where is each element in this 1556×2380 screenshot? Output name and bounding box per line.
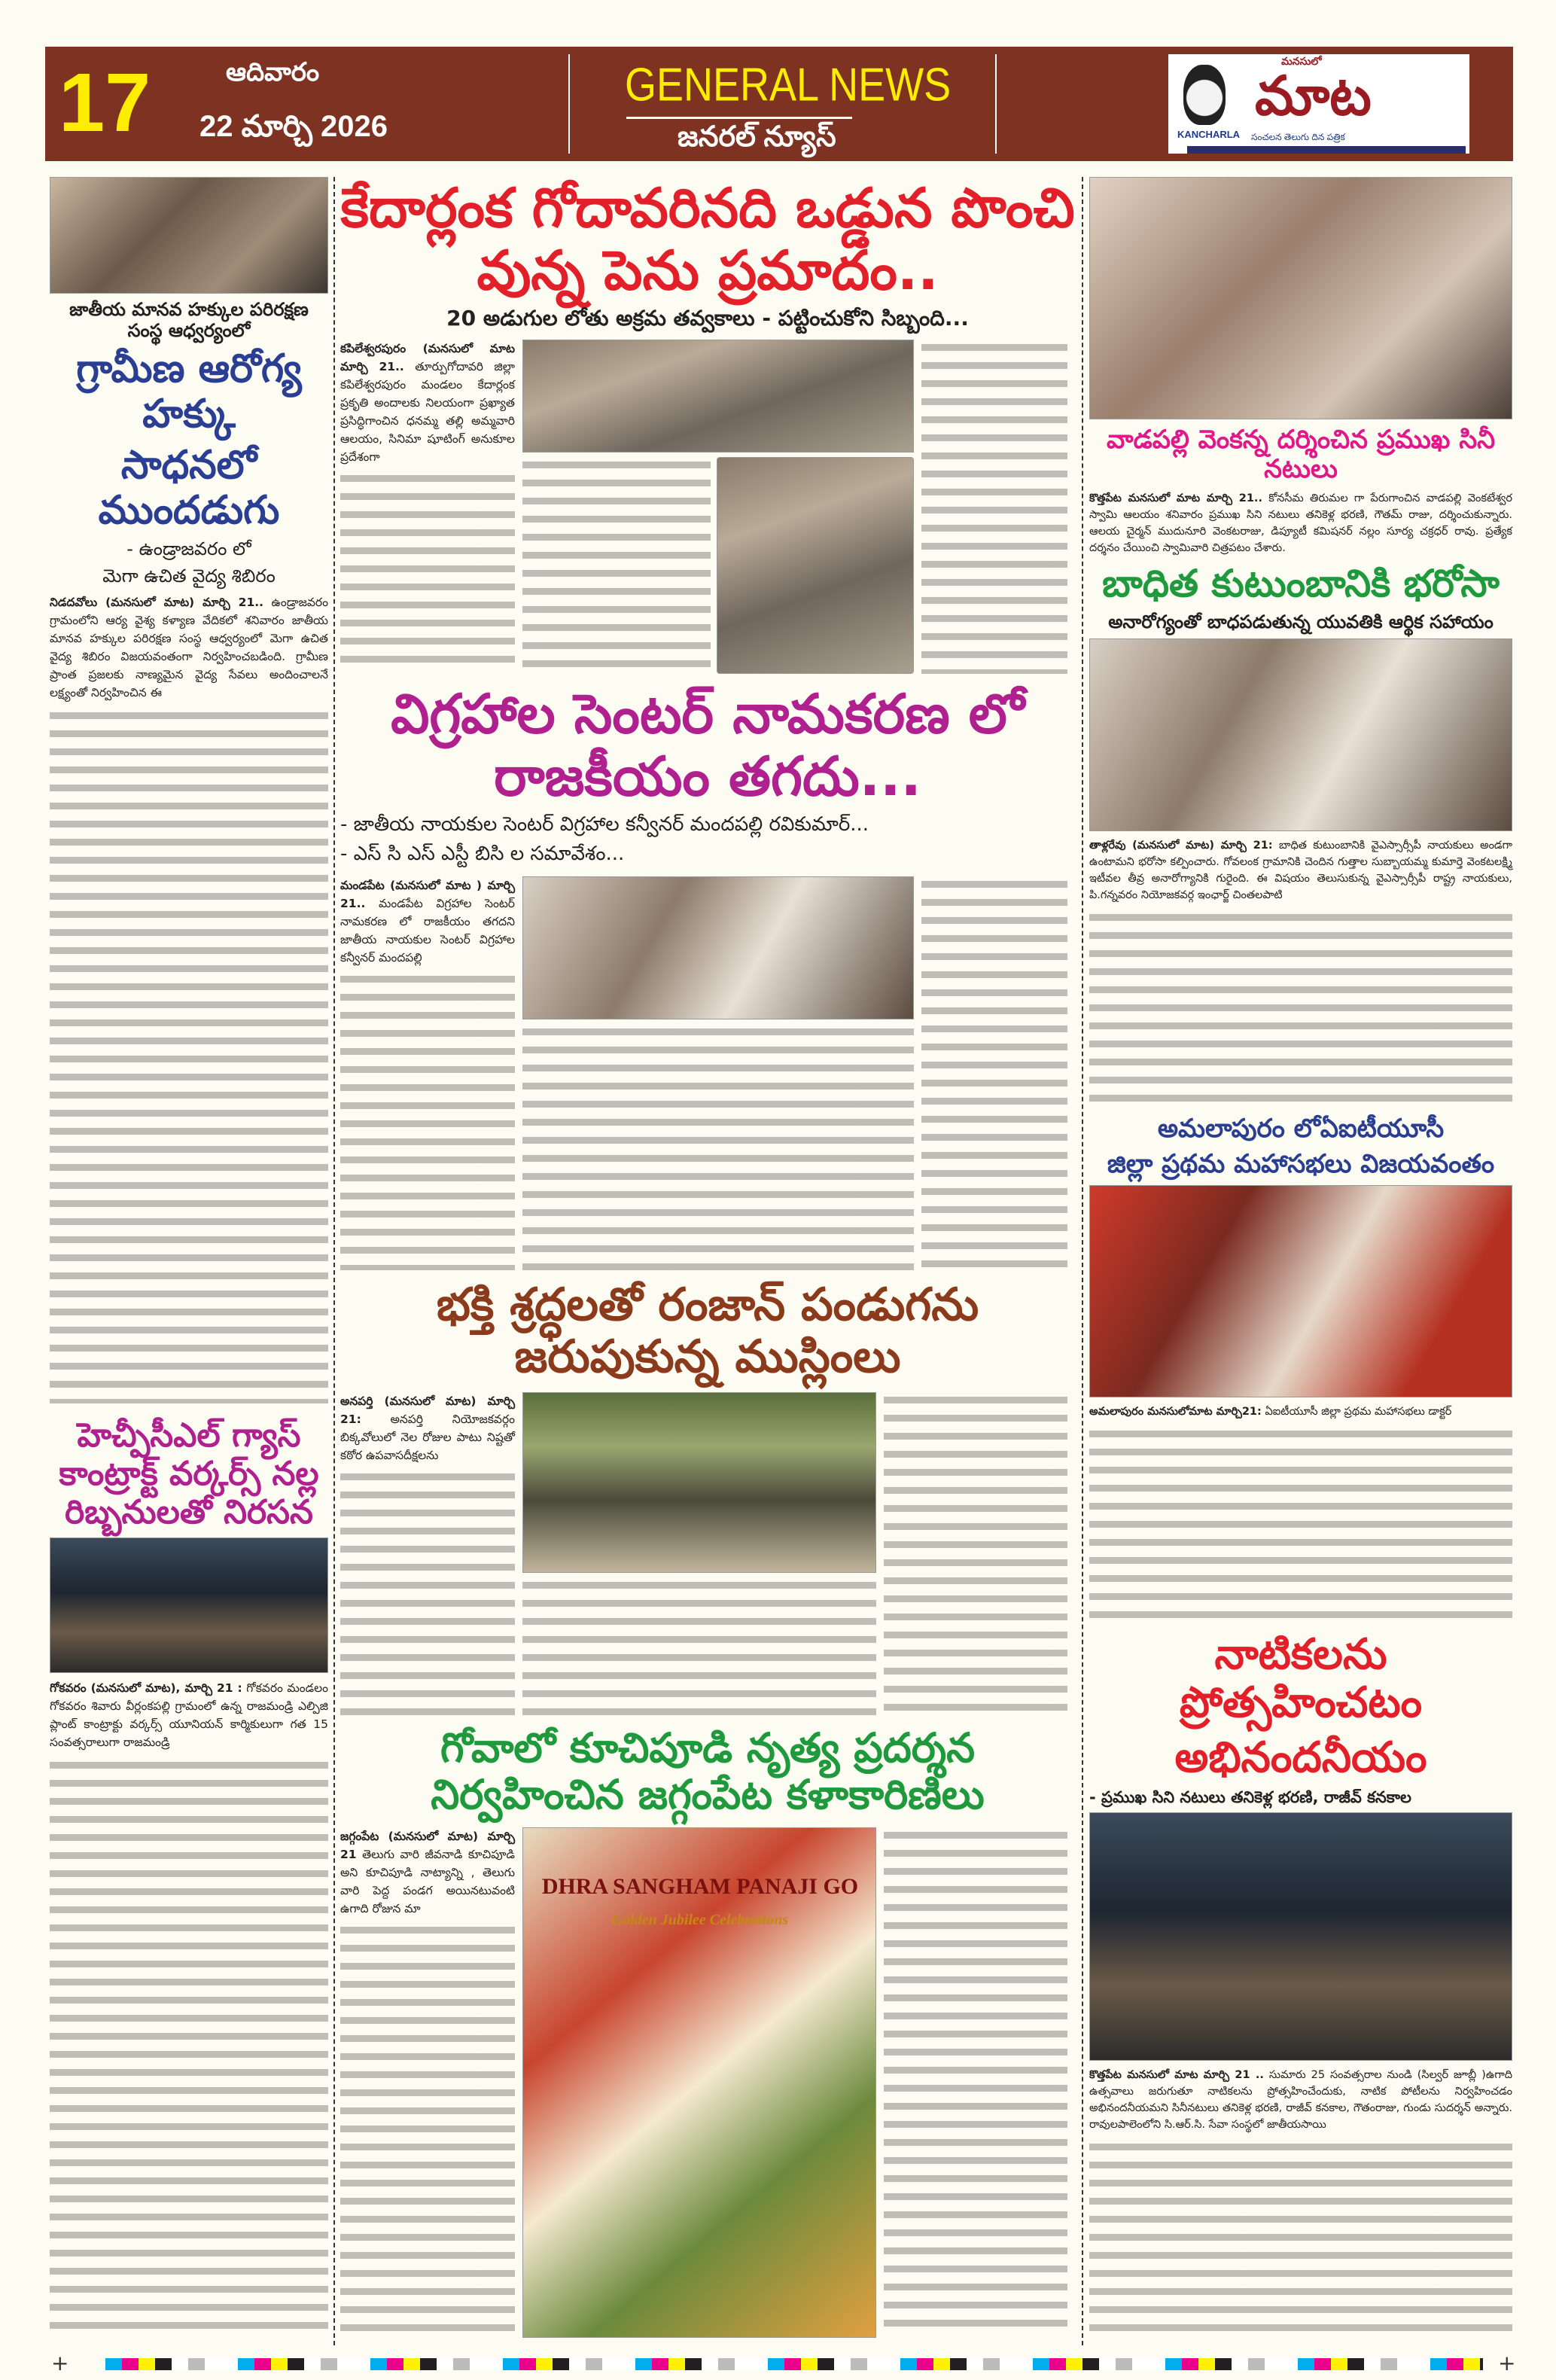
photo-ramzan-prayer	[522, 1392, 876, 1573]
dateline: అనపర్తి (మనసులో మాట) మార్చి 21:	[340, 1394, 515, 1426]
headline: జిల్లా ప్రథమ మహాసభలు విజయవంతం	[1107, 1149, 1495, 1180]
left-column	[50, 177, 328, 2338]
story-statue-center	[340, 683, 1075, 1270]
article-body	[340, 1827, 515, 1918]
article-text-continued	[884, 1827, 1067, 2338]
article-text-continued	[340, 1922, 515, 2338]
subheadline: - ఉండ్రాజవరం లో	[126, 538, 251, 560]
lead-text: తెలుగు వారి జీవనాడి కూచిపూడి అని కూచిపూడి నాట్యాన్ని , తెలుగు వారి పెద్ద పండగ అయినటువంటి ఉగాది రోజున మా	[340, 1848, 515, 1916]
photo-medical-camp	[50, 177, 328, 294]
article-body	[50, 1679, 328, 1751]
logo-title: మాట	[1255, 66, 1372, 126]
headline: కేదార్లంక గోదావరినది ఒడ్డున పొంచి వున్న పెను ప్రమాదం..	[340, 176, 1075, 302]
dateline: మండపేట (మనసులో మాట ) మార్చి 21..	[340, 879, 515, 911]
article-body	[1089, 2067, 1512, 2133]
dateline: అమలాపురం మనసులోమాట మార్చి21:	[1089, 1406, 1262, 1419]
color-calibration-bar	[105, 2358, 1483, 2370]
photo-kuchipudi-dance	[522, 1827, 876, 2338]
article-text-continued	[340, 471, 515, 674]
article-text-continued	[522, 1024, 914, 1270]
article-text-continued	[50, 708, 328, 1404]
photo-excavation	[717, 457, 914, 674]
article-text-continued	[522, 1577, 876, 1716]
dateline: తాళ్లరేవు (మనసులో మాట) మార్చి 21:	[1089, 840, 1273, 852]
lead-text: తూర్పుగోదావరి జిల్లా కపిలేశ్వరపురం మండలం కేదార్లంక ప్రకృతి అందాలకు నిలయంగా ప్రఖ్యాత ప్రసిద్ధిగాంచిన ధనమ్మ తల్లి అమ్మవారి ఆలయం, సినిమా షూటింగ్ అనుకూల ప్రదేశంగా	[340, 359, 515, 464]
dateline: నిడదవోలు (మనసులో మాట) మార్చి 21..	[50, 595, 264, 609]
lead-text: ఉండ్రాజవరం గ్రామంలోని ఆర్య వైశ్య కళ్యాణ వేదికలో శనివారం జాతీయ మానవ హక్కుల పరిరక్షణ సంస్థ ఆధ్వర్యంలో మెగా ఉచిత వైద్య శిబిరం విజయవంతంగా నిర్వహించబడింది. గ్రామీణ ప్రాంత ప్రజలకు నాణ్యమైన వైద్య సేవలు అందించాలనే లక్ష్యంతో నిర్వహించిన ఈ	[50, 595, 328, 699]
divider	[995, 54, 997, 154]
divider	[626, 117, 852, 119]
headline: వాడపల్లి వెంకన్న దర్శించిన ప్రముఖ సినీ నటులు	[1106, 425, 1496, 485]
dateline: గోకవరం (మనసులో మాట), మార్చి 21 :	[50, 1681, 242, 1696]
section-title-te: జనరల్ న్యూస్	[678, 121, 836, 153]
article-text-continued	[884, 1392, 1067, 1716]
registration-mark-icon: +	[51, 2351, 69, 2375]
photo-banner-text: DHRA SANGHAM PANAJI GO	[541, 1874, 859, 1900]
photo-banner-sub: Golden Jubilee Celebrations	[611, 1912, 789, 1929]
middle-column	[340, 177, 1075, 2338]
body-text: కోనసీమ తిరుమల గా పేరుగాంచిన వాడపల్లి వెంకటేశ్వర స్వామి ఆలయం శనివారం ప్రముఖ సిని నటులు తనికెళ్ల భరణి, గౌతమ్ రాజు, దర్శించుకున్నారు. ఆలయ చైర్మన్ ముదునూరి వెంకటరాజు, డిప్యూటీ కమిషనర్ నల్లం సూర్య చక్రధర్ రావు. ప్రత్యేక దర్శనం చేయించి స్వామివారి చిత్రపటం చేశారు.	[1089, 492, 1513, 555]
article-body	[340, 340, 515, 466]
article-text-continued	[1089, 1426, 1512, 1625]
headline: నాటికలను ప్రోత్సహించటం	[1180, 1629, 1422, 1728]
article-text-continued	[340, 1469, 515, 1716]
subheadline: - ప్రముఖ సిని నటులు తనికెళ్ల భరణి, రాజీవ్ కనకాల	[1089, 1788, 1411, 1807]
column-divider	[1082, 177, 1083, 2345]
divider	[568, 54, 570, 154]
portrait-icon	[1183, 65, 1226, 125]
subheadline: - ఎస్ సి ఎస్ ఎస్టీ బిసి ల సమావేశం...	[340, 843, 625, 866]
article-body	[1089, 1403, 1512, 1420]
story-kicker: జాతీయ మానవ హక్కుల పరిరక్షణ సంస్థ ఆధ్వర్యంలో	[69, 299, 309, 341]
lead-text: సుమారు 25 సంవత్సరాల నుండి (సిల్వర్ జూబ్లీ )ఉగాది ఉత్సవాలు జరుగుతూ నాటికలను ప్రోత్సహించేందుకు, నాటిక పోటీలను నిర్వహించడం అభినందనీయమని సినీనటులు తనికెళ్ల భరణి, రాజీవ్ కనకాల, గౌతంరాజు, గుండు సుదర్శన్ అన్నారు. రావులపాలెంలోని సి.ఆర్.సి. సేవా సంస్థలో జాతీయసాయి	[1089, 2069, 1512, 2132]
dateline: కొత్తపేట మనసులో మాట మార్చి 21..	[1089, 492, 1262, 505]
headline: విగ్రహాల సెంటర్ నామకరణ లో రాజకీయం తగదు...	[391, 682, 1025, 808]
lead-text: బాధిత కుటుంబానికి వైఎస్సార్సీపీ నాయకులు అండగా ఉంటామని భరోసా కల్పించారు. గోవలంక గ్రామానికి చెందిన గుత్తాల సుబ్బాయమ్మ కుమార్తె వెంకటలక్ష్మి ఇటీవల తీవ్ర అనారోగ్యానికి గురైంది. ఈ విషయం తెలుసుకున్న వైఎస్సార్సీపీ రాష్ట్ర నాయకులు, పి.గన్నవరం నియోజకవర్గ ఇంఛార్జ్ చింతలపాటి	[1089, 840, 1513, 902]
article-text-continued	[50, 1757, 328, 2338]
photo-protest	[50, 1537, 328, 1673]
subheadline: మెగా ఉచిత వైద్య శిబిరం	[102, 565, 276, 587]
day-label: ఆదివారం	[226, 58, 320, 87]
article-body	[340, 876, 515, 967]
article-body	[1089, 490, 1512, 556]
headline: గ్రామీణ ఆరోగ్య హక్కు	[76, 346, 302, 437]
headline: గోవాలో కూచిపూడి నృత్య ప్రదర్శన నిర్వహించిన జగ్గంపేట కళాకారిణిలు	[431, 1724, 985, 1819]
headline: హెచ్పీసీఎల్ గ్యాస్ కాంట్రాక్ట్ వర్కర్స్ నల్ల రిబ్బనులతో నిరసన	[59, 1416, 319, 1531]
subheadline: అనారోగ్యంతో బాధపడుతున్న యువతికి ఆర్థిక సహాయం	[1108, 611, 1494, 632]
lead-text: ఏఐటీయూసీ జిల్లా ప్రథమ మహాసభలు డాక్టర్	[1265, 1406, 1452, 1419]
lead-text: మండపేట విగ్రహాల సెంటర్ నామకరణ లో రాజకీయం తగదని జాతీయ నాయకుల సెంటర్ విగ్రహాల కన్వీనర్ మందపల్లి	[340, 897, 515, 965]
page-number: 17	[59, 56, 151, 149]
article-text-continued	[921, 876, 1067, 1270]
logo-tagline: సంచలన తెలుగు దిన పత్రిక	[1251, 132, 1345, 142]
article-text-continued	[522, 457, 711, 674]
article-body	[50, 593, 328, 702]
logo-bar	[1187, 146, 1466, 154]
logo-small: మనసులో	[1281, 55, 1322, 67]
story-kuchipudi	[340, 1725, 1075, 2338]
lead-text: గోకవరం మండలం గోకవరం శివారు వీర్లంకపల్లి గ్రామంలో ఉన్న రాజమండ్రి ఎల్పిజి ప్లాంట్ కాంట్రాక్టు వర్కర్స్ యూనియన్ కార్మికులుగా గత 15 సంవత్సరాలుగా రాజమండ్రి	[50, 1681, 328, 1750]
logo-brand: KANCHARLA	[1177, 129, 1241, 140]
lead-text: అనపర్తి నియోజకవర్గం బిక్కవోలులో నెల రోజుల పాటు నిష్టతో కఠోర ఉపవాసదీక్షలను	[340, 1412, 515, 1462]
dateline: కొత్తపేట మనసులో మాట మార్చి 21 ..	[1089, 2069, 1264, 2082]
headline: అభినందనీయం	[1174, 1732, 1427, 1782]
date-label: 22 మార్చి 2026	[199, 110, 388, 143]
masthead	[45, 47, 1513, 161]
story-kedarlanka	[340, 177, 1075, 674]
photo-meeting	[522, 876, 914, 1019]
story-ramzan	[340, 1279, 1075, 1716]
right-column	[1089, 177, 1512, 2338]
article-body	[1089, 837, 1512, 904]
article-text-continued	[1089, 910, 1512, 1108]
article-text-continued	[921, 340, 1067, 674]
photo-drama-event	[1089, 1812, 1512, 2061]
newspaper-logo	[1168, 54, 1469, 154]
dateline: కపిలేశ్వరపురం (మనసులో మాట మార్చి 21..	[340, 341, 515, 373]
headline: భక్తి శ్రద్ధలతో రంజాన్ పండుగను జరుపుకున్న ముస్లింలు	[436, 1278, 979, 1383]
subheadline: 20 అడుగుల లోతు అక్రమ తవ్వకాలు - పట్టించుకోని సిబ్బంది...	[446, 305, 969, 331]
article-text-continued	[340, 971, 515, 1270]
photo-actors-temple	[1089, 177, 1512, 419]
registration-mark-icon: +	[1498, 2351, 1516, 2375]
dateline: జగ్గంపేట (మనసులో మాట) మార్చి 21	[340, 1830, 515, 1862]
column-divider	[333, 177, 335, 2345]
photo-financial-aid	[1089, 638, 1512, 831]
subheadline: - జాతీయ నాయకుల సెంటర్ విగ్రహాల కన్వీనర్ మందపల్లి రవికుమార్...	[340, 812, 869, 836]
article-text-continued	[1089, 2139, 1512, 2338]
photo-aituc-meeting	[1089, 1185, 1512, 1397]
headline: అమలాపురం లోఏఐటీయూసీ	[1157, 1114, 1445, 1144]
photo-riverbank	[522, 340, 914, 453]
article-body	[340, 1392, 515, 1464]
headline: సాధనలో ముందడుగు	[98, 442, 280, 533]
headline: బాధిత కుటుంబానికి భరోసా	[1102, 562, 1500, 606]
section-title-en: GENERAL NEWS	[625, 59, 952, 111]
